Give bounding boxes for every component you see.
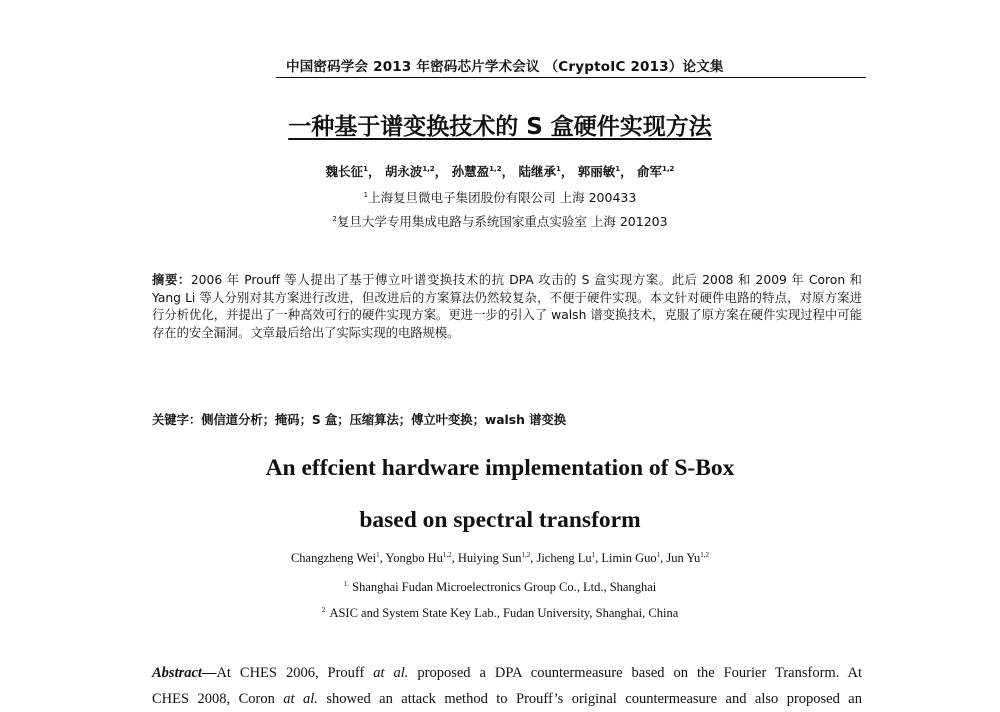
en-author: Changzheng Wei xyxy=(290,551,377,565)
en-affiliation-2: $^{2.}$ ASIC and System State Key Lab., Fudan University, Shanghai, China xyxy=(321,605,679,620)
en-abstract-label: Abstract— xyxy=(152,665,217,681)
zh-affiliation-1: $^1$上海复旦微电子集团股份有限公司 上海 200433 xyxy=(363,190,637,205)
en-abstract: Abstract—At CHES 2006, Prouff at al. proposed a DPA countermeasure based on the Fourier Transform. At CHES 2008, Coron at al. showed an attack method to Prouff’s original countermeasure and also proposed an xyxy=(152,665,862,707)
en-author: Jicheng Lu xyxy=(536,551,592,565)
en-affiliation-1: $^{1.}$ Shanghai Fudan Microelectronics Group Co., Ltd., Shanghai xyxy=(343,579,657,594)
zh-abstract-label: 摘要： xyxy=(152,273,191,287)
en-author: Limin Guo xyxy=(601,551,657,565)
zh-abstract-text: 2006 年 Prouff 等人提出了基于傅立叶谱变换技术的抗 DPA 攻击的 S 盒实现方案。此后 2008 和 2009 年 Coron 和 Yang Li 等人分别对其方案进行改进，但改进后的方案算法仍然较复杂，不便于硬件实现。本文针对硬件电路的特点，对原方案进行分析优化，并提出了一种高效可行的硬件实现方案。更进一步的引入了 walsh 谱变换技术，克服了原方案在硬件实现过程中可能存在的安全漏洞。文章最后给出了实际实现的电路规模。 xyxy=(152,273,862,340)
en-paper-title-line-2: based on spectral transform xyxy=(359,507,641,533)
en-author: Jun Yu xyxy=(666,551,701,565)
zh-author: 郭丽敏 xyxy=(577,164,616,179)
zh-author: 俞军 xyxy=(636,164,662,179)
header-rule xyxy=(276,77,866,78)
zh-author-list: 魏长征$^1$， 胡永波$^{1,2}$， 孙慧盈$^{1,2}$， 陆继承$^1$， 郭丽敏$^1$， 俞军$^{1,2}$ xyxy=(325,164,675,179)
zh-paper-title: 一种基于谱变换技术的 S 盒硬件实现方法 xyxy=(288,114,712,140)
en-author: Huiying Sun xyxy=(457,551,522,565)
zh-author: 胡永波 xyxy=(384,164,423,179)
en-paper-title-line-1: An effcient hardware implementation of S-Box xyxy=(265,455,735,481)
zh-author: 陆继承 xyxy=(518,164,556,179)
zh-keywords-text: 侧信道分析；掩码；S 盒；压缩算法；傅立叶变换；walsh 谱变换 xyxy=(201,413,566,427)
zh-affiliation-2: $^2$复旦大学专用集成电路与系统国家重点实验室 上海 201203 xyxy=(332,214,668,229)
zh-keywords xyxy=(152,410,862,428)
en-author: Yongbo Hu xyxy=(385,551,443,565)
zh-author: 魏长征 xyxy=(325,164,364,179)
zh-author: 孙慧盈 xyxy=(451,164,490,179)
zh-keywords-label: 关键字： xyxy=(152,413,202,427)
proceedings-header: 中国密码学会 2013 年密码芯片学术会议 （CryptoIC 2013）论文集 xyxy=(286,59,724,75)
zh-abstract xyxy=(152,272,862,342)
en-author-list: Changzheng Wei$^1$, Yongbo Hu$^{1,2}$, Huiying Sun$^{1,2}$, Jicheng Lu$^1$, Limin Guo$^1$, Jun Yu$^{1,2}$ xyxy=(290,550,710,565)
